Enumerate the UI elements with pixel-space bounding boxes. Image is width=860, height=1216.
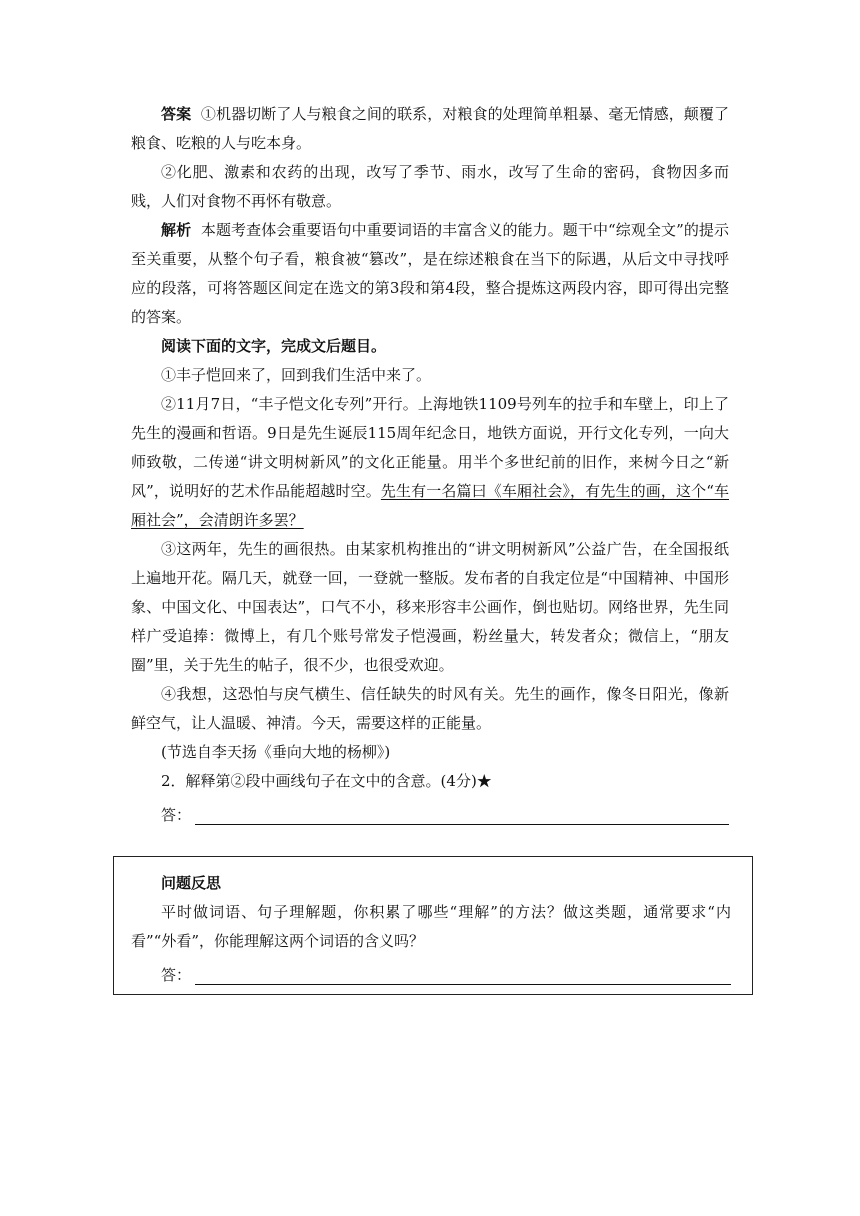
question-2: 2．解释第②段中画线句子在文中的含意。(4分)★ bbox=[161, 772, 492, 790]
reading-instruction: 阅读下面的文字，完成文后题目。 bbox=[161, 337, 387, 355]
reflection-title: 问题反思 bbox=[161, 874, 222, 892]
answer-label: 答案 bbox=[161, 105, 192, 123]
reflection-answer-line[interactable] bbox=[195, 964, 731, 985]
reading-paragraph-1: ①丰子恺回来了，回到我们生活中来了。 bbox=[161, 366, 432, 384]
reflection-content bbox=[131, 869, 731, 985]
answer-line[interactable] bbox=[195, 804, 729, 825]
answer-text-1: ①机器切断了人与粮食之间的联系，对粮食的处理简单粗暴、毫无情感，颠覆了粮食、吃粮的人与吃本身。 bbox=[131, 105, 729, 152]
analysis-label: 解析 bbox=[161, 221, 192, 239]
analysis-text: 本题考查体会重要语句中重要词语的丰富含义的能力。题干中“综观全文”的提示至关重要，从整个句子看，粮食被“篡改”，是在综述粮食在当下的际遇，从后文中寻找呼应的段落，可将答题区间定在选文的第3段和第4段，整合提炼这两段内容，即可得出完整的答案。 bbox=[131, 221, 729, 326]
main-content bbox=[131, 100, 729, 825]
reading-paragraph-3: ③这两年，先生的画很热。由某家机构推出的“讲文明树新风”公益广告，在全国报纸上遍地开花。隔几天，就登一回，一登就一整版。发布者的自我定位是“中国精神、中国形象、中国文化、中国表达”，口气不小，移来形容丰公画作，倒也贴切。网络世界，先生同样广受追捧：微博上，有几个账号常发子恺漫画，粉丝量大，转发者众；微信上，“朋友圈”里，关于先生的帖子，很不少，也很受欢迎。 bbox=[131, 540, 729, 674]
source-citation: (节选自李天扬《垂向大地的杨柳》) bbox=[161, 743, 391, 761]
reading-paragraph-2-text: ②11月7日，“丰子恺文化专列”开行。上海地铁1109号列车的拉手和车壁上，印上了先生的漫画和哲语。9日是先生诞辰115周年纪念日，地铁方面说，开行文化专列，一向大师致敬，二传递“讲文明树新风”的文化正能量。用半个多世纪前的旧作，来树今日之“新风”，说明好的艺术作品能超越时空。 bbox=[131, 395, 729, 500]
underlined-sentence: 先生有一名篇曰《车厢社会》，有先生的画，这个“车厢社会”，会清朗许多罢？ bbox=[131, 482, 730, 529]
reading-paragraph-2 bbox=[131, 390, 729, 535]
answer-row bbox=[131, 796, 729, 825]
answer-prompt: 答： bbox=[161, 806, 192, 824]
reflection-answer-row bbox=[131, 956, 731, 985]
reflection-answer-prompt: 答： bbox=[161, 966, 192, 984]
analysis-paragraph bbox=[131, 216, 729, 332]
reading-paragraph-4: ④我想，这恐怕与戾气横生、信任缺失的时风有关。先生的画作，像冬日阳光，像新鲜空气，让人温暖、神清。今天，需要这样的正能量。 bbox=[131, 685, 729, 732]
answer-paragraph-1 bbox=[131, 100, 729, 158]
answer-paragraph-2: ②化肥、激素和农药的出现，改写了季节、雨水，改写了生命的密码，食物因多而贱，人们对食物不再怀有敬意。 bbox=[131, 163, 729, 210]
reflection-box bbox=[113, 856, 753, 995]
reflection-text: 平时做词语、句子理解题，你积累了哪些“理解”的方法？做这类题，通常要求“内看”“外看”，你能理解这两个词语的含义吗？ bbox=[131, 903, 731, 950]
